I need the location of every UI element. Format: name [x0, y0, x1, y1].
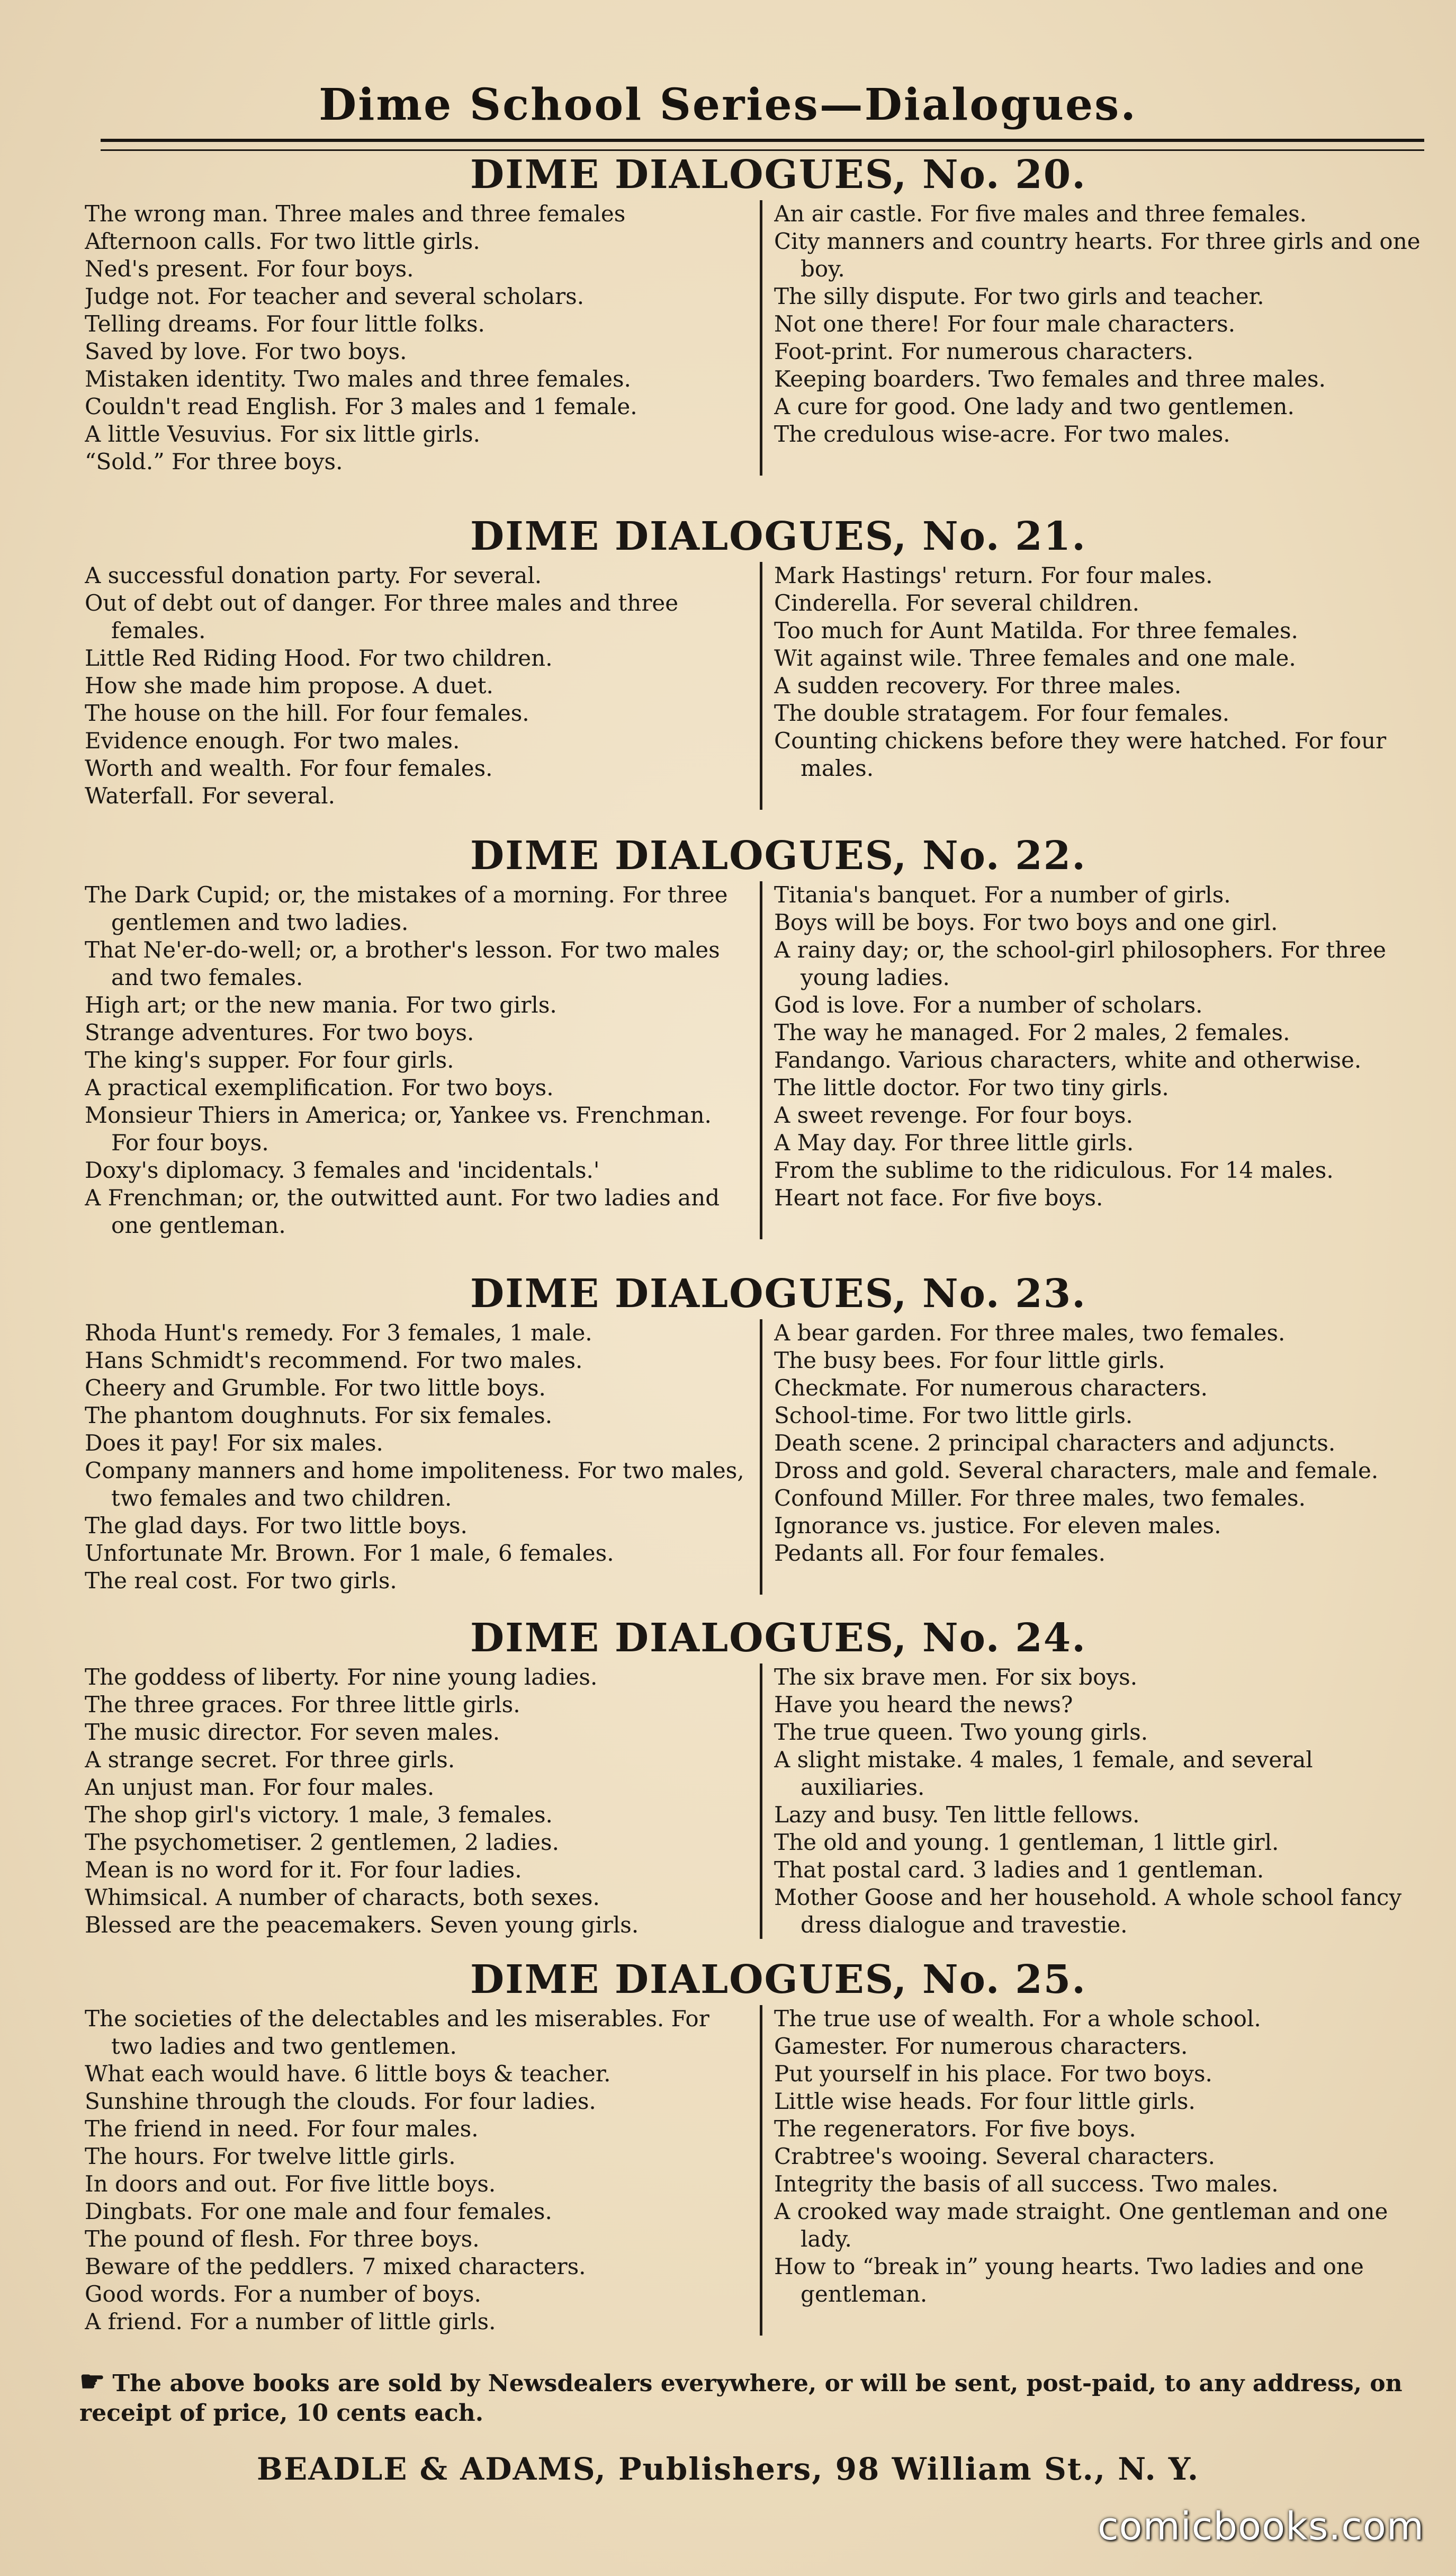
dialogue-entry: How to “break in” young hearts. Two ladies and one gentleman.	[774, 2253, 1364, 2307]
section-title: DIME DIALOGUES, No. 24.	[470, 1615, 1086, 1661]
dialogue-entry: Titania's banquet. For a number of girls.	[774, 882, 1231, 908]
dialogue-entry: Pedants all. For four females.	[774, 1540, 1106, 1566]
dialogue-column-right	[760, 881, 1440, 1239]
dialogue-columns	[85, 881, 1440, 1239]
dialogue-column-right	[760, 1319, 1440, 1595]
dialogue-entry: Blessed are the peacemakers. Seven young girls.	[85, 1912, 639, 1938]
dialogue-entry: The phantom doughnuts. For six females.	[85, 1402, 553, 1428]
dialogue-entry: Gamester. For numerous characters.	[774, 2033, 1188, 2059]
dialogue-entry: A successful donation party. For several.	[85, 562, 542, 588]
dialogue-entry: The true queen. Two young girls.	[774, 1719, 1148, 1745]
section-dialogues-25	[85, 1954, 1440, 2336]
dialogue-entry: A Frenchman; or, the outwitted aunt. For two ladies and one gentleman.	[85, 1185, 720, 1238]
dialogue-entry: A cure for good. One lady and two gentlemen.	[774, 393, 1295, 419]
dialogue-entry: The goddess of liberty. For nine young ladies.	[85, 1664, 598, 1690]
dialogue-entry: Keeping boarders. Two females and three males.	[774, 366, 1326, 392]
dialogue-entry: Beware of the peddlers. 7 mixed characters.	[85, 2253, 586, 2279]
section-dialogues-20	[85, 149, 1440, 476]
dialogue-entry: Boys will be boys. For two boys and one girl.	[774, 909, 1278, 935]
dialogue-entry: The credulous wise-acre. For two males.	[774, 421, 1230, 447]
dialogue-entry: Monsieur Thiers in America; or, Yankee vs. Frenchman. For four boys.	[85, 1102, 712, 1156]
dialogue-entry: Counting chickens before they were hatched. For four males.	[774, 728, 1387, 781]
dialogue-entry: The regenerators. For five boys.	[774, 2116, 1136, 2142]
dialogue-entry: The glad days. For two little boys.	[85, 1513, 468, 1539]
dialogue-entry: The little doctor. For two tiny girls.	[774, 1075, 1169, 1101]
dialogue-column-left	[85, 1663, 760, 1939]
dialogue-column-left	[85, 1319, 760, 1595]
section-title: DIME DIALOGUES, No. 23.	[470, 1271, 1086, 1317]
dialogue-entry: Good words. For a number of boys.	[85, 2281, 481, 2307]
dialogue-entry: An air castle. For five males and three females.	[774, 201, 1307, 227]
dialogue-entry: The Dark Cupid; or, the mistakes of a morning. For three gentlemen and two ladies.	[85, 882, 728, 935]
dialogue-entry: The six brave men. For six boys.	[774, 1664, 1138, 1690]
dialogue-entry: Hans Schmidt's recommend. For two males.	[85, 1347, 583, 1373]
dialogue-entry: The three graces. For three little girls.	[85, 1692, 520, 1718]
dialogue-column-right	[760, 200, 1440, 476]
publisher-line: BEADLE & ADAMS, Publishers, 98 William St., N. Y.	[256, 2451, 1200, 2487]
dialogue-entry: The friend in need. For four males.	[85, 2116, 479, 2142]
dialogue-entry: A sudden recovery. For three males.	[774, 673, 1182, 699]
dialogue-entry: Whimsical. A number of characts, both sexes.	[85, 1884, 600, 1910]
dialogue-entry: A strange secret. For three girls.	[85, 1747, 455, 1773]
dialogue-entry: High art; or the new mania. For two girls.	[85, 992, 557, 1018]
dialogue-entry: School-time. For two little girls.	[774, 1402, 1133, 1428]
dialogue-entry: Couldn't read English. For 3 males and 1 female.	[85, 393, 637, 419]
dialogue-entry: From the sublime to the ridiculous. For 14 males.	[774, 1157, 1334, 1183]
dialogue-entry: City manners and country hearts. For three girls and one boy.	[774, 228, 1421, 282]
dialogue-entry: Dross and gold. Several characters, male and female.	[774, 1457, 1379, 1483]
dialogue-entry: Integrity the basis of all success. Two males.	[774, 2171, 1279, 2197]
dialogue-entry: A little Vesuvius. For six little girls.	[85, 421, 480, 447]
dialogue-column-right	[760, 2005, 1440, 2336]
page-header: Dime School Series—Dialogues.	[319, 79, 1137, 130]
dialogue-entry: The wrong man. Three males and three females	[85, 201, 626, 227]
dialogue-entry: What each would have. 6 little boys & teacher.	[85, 2061, 611, 2087]
dialogue-entry: Have you heard the news?	[774, 1692, 1073, 1718]
dialogue-entry: Ignorance vs. justice. For eleven males.	[774, 1513, 1221, 1539]
dialogue-columns	[85, 1319, 1440, 1595]
dialogue-entry: The old and young. 1 gentleman, 1 little girl.	[774, 1829, 1279, 1855]
dialogue-entry: In doors and out. For five little boys.	[85, 2171, 496, 2197]
dialogue-entry: Ned's present. For four boys.	[85, 256, 414, 282]
dialogue-entry: The silly dispute. For two girls and teacher.	[774, 283, 1264, 309]
dialogue-entry: Mother Goose and her household. A whole school fancy dress dialogue and travestie.	[774, 1884, 1402, 1938]
dialogue-entry: “Sold.” For three boys.	[85, 449, 343, 475]
dialogue-entry: The busy bees. For four little girls.	[774, 1347, 1165, 1373]
dialogue-entry: The music director. For seven males.	[85, 1719, 500, 1745]
dialogue-entry: Dingbats. For one male and four females.	[85, 2198, 552, 2224]
section-title: DIME DIALOGUES, No. 25.	[470, 1957, 1086, 2002]
section-title: DIME DIALOGUES, No. 21.	[470, 514, 1086, 559]
dialogue-entry: An unjust man. For four males.	[85, 1774, 435, 1800]
dialogue-entry: Mistaken identity. Two males and three females.	[85, 366, 631, 392]
dialogue-entry: The way he managed. For 2 males, 2 females.	[774, 1019, 1290, 1045]
dialogue-entry: The societies of the delectables and les miserables. For two ladies and two gentlemen.	[85, 2006, 709, 2059]
dialogue-entry: Strange adventures. For two boys.	[85, 1019, 474, 1045]
section-dialogues-23	[85, 1268, 1440, 1595]
dialogue-entry: Wit against wile. Three females and one male.	[774, 645, 1296, 671]
footer-note-text: The above books are sold by Newsdealers everywhere, or will be sent, post-paid, to any address, on receipt of price, 10 cents each.	[79, 2370, 1403, 2427]
dialogue-column-right	[760, 1663, 1440, 1939]
dialogue-entry: Does it pay! For six males.	[85, 1430, 383, 1456]
dialogue-entry: A May day. For three little girls.	[774, 1130, 1134, 1156]
dialogue-entry: The shop girl's victory. 1 male, 3 females.	[85, 1802, 553, 1828]
dialogue-entry: A sweet revenge. For four boys.	[774, 1102, 1133, 1128]
section-title: DIME DIALOGUES, No. 22.	[470, 833, 1086, 879]
dialogue-entry: A friend. For a number of little girls.	[85, 2309, 496, 2334]
dialogue-entry: Put yourself in his place. For two boys.	[774, 2061, 1212, 2087]
dialogue-entry: Mark Hastings' return. For four males.	[774, 562, 1213, 588]
dialogue-entry: Sunshine through the clouds. For four ladies.	[85, 2088, 596, 2114]
dialogue-entry: Afternoon calls. For two little girls.	[85, 228, 480, 254]
dialogue-entry: Judge not. For teacher and several scholars.	[85, 283, 585, 309]
dialogue-entry: Foot-print. For numerous characters.	[774, 338, 1194, 364]
dialogue-entry: The psychometiser. 2 gentlemen, 2 ladies.	[85, 1829, 559, 1855]
dialogue-entry: Death scene. 2 principal characters and adjuncts.	[774, 1430, 1336, 1456]
dialogue-entry: A bear garden. For three males, two females.	[774, 1320, 1286, 1346]
dialogue-entry: How she made him propose. A duet.	[85, 673, 493, 699]
dialogue-entry: Doxy's diplomacy. 3 females and 'incidentals.'	[85, 1157, 600, 1183]
watermark: comicbooks.com	[1097, 2504, 1424, 2548]
dialogue-entry: Worth and wealth. For four females.	[85, 755, 493, 781]
section-dialogues-21	[85, 511, 1440, 810]
dialogue-entry: The real cost. For two girls.	[85, 1568, 397, 1594]
dialogue-entry: Heart not face. For five boys.	[774, 1185, 1103, 1211]
dialogue-column-left	[85, 562, 760, 810]
section-dialogues-22	[85, 830, 1440, 1239]
dialogue-entry: Out of debt out of danger. For three males and three females.	[85, 590, 679, 643]
dialogue-entry: Cheery and Grumble. For two little boys.	[85, 1375, 546, 1401]
section-title: DIME DIALOGUES, No. 20.	[470, 152, 1086, 198]
dialogue-entry: A practical exemplification. For two boys.	[85, 1075, 554, 1101]
dialogue-entry: The house on the hill. For four females.	[85, 700, 529, 726]
dialogue-columns	[85, 2005, 1440, 2336]
dialogue-columns	[85, 1663, 1440, 1939]
dialogue-entry: The king's supper. For four girls.	[85, 1047, 454, 1073]
dialogue-entry: Evidence enough. For two males.	[85, 728, 460, 754]
dialogue-entry: A rainy day; or, the school-girl philosophers. For three young ladies.	[774, 937, 1386, 990]
dialogue-entry: The pound of flesh. For three boys.	[85, 2226, 480, 2252]
dialogue-entry: A crooked way made straight. One gentleman and one lady.	[774, 2198, 1388, 2252]
pointing-hand-icon: ☛	[79, 2364, 105, 2398]
dialogue-entry: Cinderella. For several children.	[774, 590, 1140, 616]
dialogue-entry: That postal card. 3 ladies and 1 gentleman.	[774, 1857, 1264, 1883]
dialogue-entry: Saved by love. For two boys.	[85, 338, 407, 364]
dialogue-entry: Confound Miller. For three males, two females.	[774, 1485, 1306, 1511]
dialogue-entry: A slight mistake. 4 males, 1 female, and several auxiliaries.	[774, 1747, 1313, 1800]
dialogue-entry: That Ne'er-do-well; or, a brother's lesson. For two males and two females.	[85, 937, 720, 990]
dialogue-entry: Little wise heads. For four little girls.	[774, 2088, 1196, 2114]
dialogue-columns	[85, 200, 1440, 476]
dialogue-entry: Not one there! For four male characters.	[774, 311, 1236, 337]
dialogue-entry: God is love. For a number of scholars.	[774, 992, 1203, 1018]
dialogue-entry: Too much for Aunt Matilda. For three females.	[774, 618, 1298, 643]
dialogue-entry: Crabtree's wooing. Several characters.	[774, 2143, 1215, 2169]
dialogue-entry: The hours. For twelve little girls.	[85, 2143, 456, 2169]
dialogue-entry: Fandango. Various characters, white and otherwise.	[774, 1047, 1362, 1073]
dialogue-entry: Checkmate. For numerous characters.	[774, 1375, 1208, 1401]
dialogue-entry: Company manners and home impoliteness. For two males, two females and two children.	[85, 1457, 744, 1511]
dialogue-columns	[85, 562, 1440, 810]
dialogue-entry: Rhoda Hunt's remedy. For 3 females, 1 male.	[85, 1320, 592, 1346]
dialogue-column-right	[760, 562, 1440, 810]
dialogue-entry: Little Red Riding Hood. For two children.	[85, 645, 553, 671]
dialogue-entry: Lazy and busy. Ten little fellows.	[774, 1802, 1140, 1828]
dialogue-entry: Unfortunate Mr. Brown. For 1 male, 6 females.	[85, 1540, 614, 1566]
footer-note	[79, 2366, 1435, 2428]
dialogue-column-left	[85, 881, 760, 1239]
dialogue-column-left	[85, 200, 760, 476]
dialogue-entry: Telling dreams. For four little folks.	[85, 311, 485, 337]
dialogue-entry: The double stratagem. For four females.	[774, 700, 1230, 726]
dialogue-column-left	[85, 2005, 760, 2336]
section-dialogues-24	[85, 1613, 1440, 1939]
dialogue-entry: The true use of wealth. For a whole school.	[774, 2006, 1261, 2032]
dialogue-entry: Mean is no word for it. For four ladies.	[85, 1857, 522, 1883]
dialogue-entry: Waterfall. For several.	[85, 783, 335, 809]
